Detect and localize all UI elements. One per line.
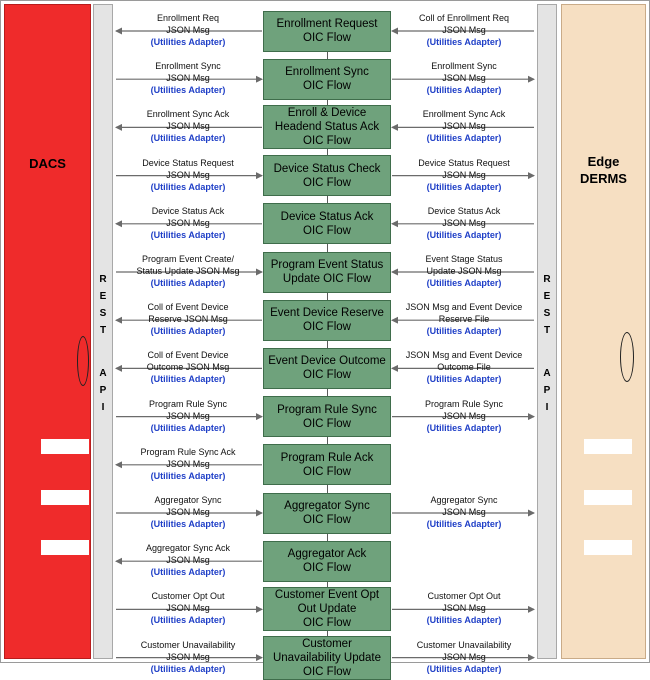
right-message-label [399,12,529,48]
left-message-line: Aggregator Sync Ack [145,543,231,554]
left-message-label [123,639,253,675]
utilities-adapter-label: (Utilities Adapter) [150,85,226,96]
utilities-adapter-label: (Utilities Adapter) [426,663,502,674]
right-message-label [399,253,529,289]
oic-flow-label: Aggregator Ack [287,548,367,561]
right-message-line: JSON Msg and Event Device [405,350,523,361]
oic-flow-label: Customer Event Opt [274,589,380,602]
left-message-line: JSON Msg [166,507,210,517]
left-message-label [123,542,253,578]
oic-flow-label: Enroll & Device [287,107,367,120]
utilities-adapter-label: (Utilities Adapter) [426,374,502,385]
oic-flow-label: Unavailability Update [272,651,382,664]
right-message-line: Customer Opt Out [427,591,501,602]
right-message-line: JSON Msg [442,217,486,228]
oic-flow-label: Program Rule Sync [277,403,377,416]
left-message-line: Aggregator Sync [154,495,222,505]
right-message-label [399,590,529,626]
right-message-line: Reserve File [438,314,490,325]
oic-flow-box[interactable] [263,203,391,244]
oic-flow-label: Update OIC Flow [282,273,372,285]
utilities-adapter-label: (Utilities Adapter) [150,326,226,337]
right-message-label [399,301,529,337]
edge-derms-label: Edge DERMS [580,154,627,186]
oic-flow-box[interactable] [263,396,391,437]
oic-flow-box[interactable] [263,348,391,389]
right-message-label [399,639,529,675]
left-message-line: JSON Msg [166,73,210,84]
utilities-adapter-label: (Utilities Adapter) [150,422,226,433]
right-message-line: Outcome File [437,362,491,373]
oic-flow-label: OIC Flow [303,417,351,430]
left-message-line: Status Update JSON Msg [136,266,240,276]
oic-flow-box[interactable] [263,59,391,100]
oic-flow-label: Customer [302,637,352,650]
utilities-adapter-label: (Utilities Adapter) [150,374,226,385]
utilities-adapter-label: (Utilities Adapter) [426,326,502,337]
right-message-line: Customer Unavailability [416,639,512,650]
left-message-line: JSON Msg [166,217,210,228]
left-message-line: JSON Msg [166,121,210,132]
right-message-line: Aggregator Sync [430,495,498,505]
left-message-line: Customer Unavailability [140,639,236,650]
left-message-line: Program Rule Sync [148,398,228,409]
left-message-label [123,494,253,530]
left-message-line: JSON Msg [166,603,210,614]
utilities-adapter-label: (Utilities Adapter) [426,133,502,144]
right-message-line: Program Rule Sync [424,398,504,409]
left-message-line: Customer Opt Out [151,591,225,602]
oic-flow-box[interactable] [263,636,391,680]
oic-flow-label: Event Device Outcome [268,355,386,368]
left-message-line: JSON Msg [166,25,210,35]
utilities-adapter-label: (Utilities Adapter) [150,229,226,240]
dacs-label: DACS [29,156,66,171]
left-message-line: Device Status Request [142,157,234,168]
oic-flow-box[interactable] [263,587,391,631]
right-message-line: JSON Msg [442,121,486,132]
left-message-line: Enrollment Sync [155,61,221,72]
right-message-line: JSON Msg [442,603,486,614]
left-message-line: Outcome JSON Msg [146,362,230,373]
oic-flow-box[interactable] [263,252,391,293]
oic-flow-label: OIC Flow [303,80,351,93]
oic-flow-label: OIC Flow [303,135,351,148]
oic-flow-label: OIC Flow [303,665,351,678]
left-message-line: Coll of Event Device [147,350,229,361]
oic-flow-label: Aggregator Sync [284,500,370,512]
right-message-line: JSON Msg [442,410,486,421]
oic-flow-label: Device Status Ack [280,210,374,223]
left-message-line: JSON Msg [166,458,210,469]
right-message-label [399,398,529,434]
utilities-adapter-label: (Utilities Adapter) [150,37,226,47]
oic-flow-label: OIC Flow [303,562,351,575]
oic-flow-box[interactable] [263,300,391,341]
right-message-label [399,205,529,241]
oic-flow-label: OIC Flow [303,514,351,526]
left-message-label [123,205,253,241]
utilities-adapter-label: (Utilities Adapter) [150,133,226,144]
left-message-line: JSON Msg [166,169,210,180]
utilities-adapter-label: (Utilities Adapter) [426,422,502,433]
left-message-line: Enrollment Sync Ack [146,109,230,120]
utilities-adapter-label: (Utilities Adapter) [426,229,502,240]
oic-flow-label: Event Device Reserve [270,307,384,320]
left-message-label [123,349,253,385]
right-message-line: JSON Msg [442,25,486,35]
utilities-adapter-label: (Utilities Adapter) [150,181,226,192]
right-message-line: Enrollment Sync [431,61,497,72]
left-message-label [123,253,253,289]
utilities-adapter-label: (Utilities Adapter) [426,278,502,288]
right-message-line: Enrollment Sync Ack [422,109,506,120]
right-message-line: JSON Msg [442,73,486,84]
left-message-label [123,108,253,144]
oic-flow-label: Device Status Check [273,162,381,175]
right-message-label [399,60,529,96]
oic-flow-label: Headend Status Ack [274,121,380,134]
right-message-line: Update JSON Msg [426,266,502,276]
oic-flow-label: OIC Flow [303,617,351,630]
utilities-adapter-label: (Utilities Adapter) [150,278,226,288]
oic-flow-box[interactable] [263,155,391,196]
right-message-label [399,157,529,193]
utilities-adapter-label: (Utilities Adapter) [426,181,502,192]
utilities-adapter-label: (Utilities Adapter) [426,37,502,47]
oic-flow-label: OIC Flow [303,465,351,478]
left-message-line: Device Status Ack [151,205,225,216]
right-message-label [399,349,529,385]
left-message-label [123,157,253,193]
left-message-label [123,60,253,96]
oic-flow-box[interactable] [263,493,391,534]
oic-flow-box[interactable] [263,541,391,582]
oic-flow-label: Program Event Status [270,259,384,271]
left-message-label [123,590,253,626]
utilities-adapter-label: (Utilities Adapter) [150,615,226,626]
utilities-adapter-label: (Utilities Adapter) [150,663,226,674]
left-message-line: JSON Msg [166,410,210,421]
utilities-adapter-label: (Utilities Adapter) [426,519,502,529]
right-message-line: Device Status Request [418,157,510,168]
left-message-line: Enrollment Req [156,13,220,23]
left-message-label [123,446,253,482]
left-message-line: Program Rule Sync Ack [140,446,236,457]
oic-flow-label: Out Update [297,603,357,616]
left-message-line: Program Event Create/ [141,254,235,264]
utilities-adapter-label: (Utilities Adapter) [150,519,226,529]
right-message-line: Coll of Enrollment Req [418,13,510,23]
left-message-label [123,12,253,48]
left-message-line: JSON Msg [166,651,210,662]
right-message-line: Event Stage Status [425,254,503,264]
oic-flow-label: OIC Flow [303,321,351,334]
oic-flow-label: OIC Flow [303,32,351,44]
left-message-label [123,301,253,337]
left-message-label [123,398,253,434]
oic-flow-label: Program Rule Ack [280,451,374,464]
utilities-adapter-label: (Utilities Adapter) [150,470,226,481]
utilities-adapter-label: (Utilities Adapter) [150,567,226,578]
utilities-adapter-label: (Utilities Adapter) [426,85,502,96]
rest-api-right-label: R E S T A P I [543,274,551,413]
right-message-line: Device Status Ack [427,205,501,216]
oic-flow-label: OIC Flow [303,224,351,237]
oic-flow-label: OIC Flow [303,176,351,189]
left-message-line: JSON Msg [166,555,210,566]
left-message-line: Reserve JSON Msg [148,314,228,325]
utilities-adapter-label: (Utilities Adapter) [426,615,502,626]
oic-flow-box[interactable] [263,444,391,485]
right-message-line: JSON Msg and Event Device [405,302,523,313]
oic-flow-box[interactable] [263,11,391,52]
oic-flow-label: OIC Flow [303,369,351,382]
right-message-label [399,494,529,530]
right-message-line: JSON Msg [442,651,486,662]
left-message-line: Coll of Event Device [147,302,229,313]
oic-flow-label: Enrollment Sync [285,66,369,79]
rest-api-left-label: R E S T A P I [99,274,107,413]
oic-flow-box[interactable] [263,105,391,149]
right-message-line: JSON Msg [442,507,486,517]
right-message-label [399,108,529,144]
right-message-line: JSON Msg [442,169,486,180]
oic-flow-label: Enrollment Request [276,18,378,30]
